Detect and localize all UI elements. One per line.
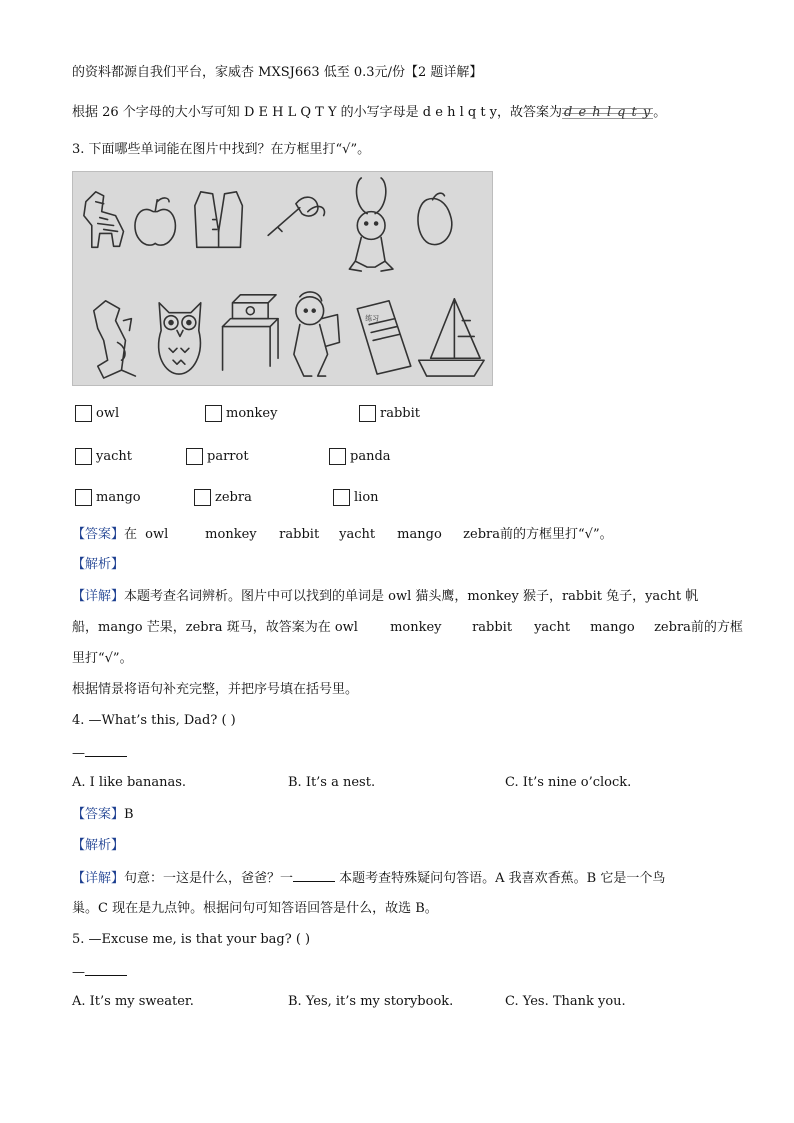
q5-option-b[interactable]: B. Yes, it’s my storybook. [288,994,454,1009]
q3-stem: 3. 下面哪些单词能在图片中找到？在方框里打“√”。 [72,142,371,157]
answer-word: zebra [463,527,501,542]
answer-word: owl [145,527,169,542]
checkbox-monkey[interactable]: monkey [205,405,277,422]
checkbox-box[interactable] [359,405,376,422]
owl-drawing [159,303,201,374]
checkbox-box[interactable] [205,405,222,422]
checkbox-mango[interactable]: mango [75,489,141,506]
q4-stem: 4. —What’s this, Dad? ( ) [72,713,236,728]
q4-option-a[interactable]: A. I like bananas. [72,775,187,790]
q2-explain-suffix: 。 [653,105,667,120]
checkbox-box[interactable] [75,448,92,465]
q3-detail-line2: 船，mango 芒果，zebra 斑马，故答案为在 owl monkey rabbit yacht mango zebra前的方框 [72,620,743,635]
q4-analysis-label: 【解析】 [72,838,125,853]
rabbit-drawing [349,178,393,271]
apple-drawing [135,198,175,245]
q4-reply-line: — [72,744,127,763]
kangaroo-drawing [94,301,136,378]
checkbox-box[interactable] [333,489,350,506]
q5-reply-blank[interactable] [85,963,127,976]
checkbox-zebra[interactable]: zebra [194,489,252,506]
q2-handwriting: d e h l q t y [564,105,652,120]
q4-option-c[interactable]: C. It’s nine o’clock. [505,775,632,790]
q4-detail-blank [293,869,335,882]
checkbox-panda[interactable]: panda [329,448,391,465]
checkbox-rabbit[interactable]: rabbit [359,405,420,422]
checkbox-lion[interactable]: lion [333,489,379,506]
zebra-drawing [84,192,124,247]
checkbox-box[interactable] [186,448,203,465]
answer-word: yacht [339,527,376,542]
vest-drawing [195,192,243,247]
answer-word: monkey [205,527,257,542]
q5-reply-line: — [72,963,127,982]
q3-detail-line1: 【详解】本题考查名词辨析。图片中可以找到的单词是 owl 猫头鹰，monkey 猴子，rabbit 兔子，yacht 帆 [72,589,699,604]
q3-picture [72,171,493,386]
section-instruction: 根据情景将语句补充完整，并把序号填在括号里。 [72,682,359,697]
checkbox-owl[interactable]: owl [75,405,119,422]
q3-answer: 【答案】在 owl monkey rabbit yacht mango zebra前的方框里打“√”。 [72,527,613,542]
checkbox-yacht[interactable]: yacht [75,448,132,465]
q4-reply-blank[interactable] [85,744,127,757]
q5-option-a[interactable]: A. It’s my sweater. [72,994,194,1009]
q2-explanation [72,104,666,122]
q3-detail-line3: 里打“√”。 [72,651,133,666]
q4-detail-line1: 【详解】句意：一这是什么，爸爸？一 本题考查特殊疑问句答语。A 我喜欢香蕉。B 它是一个鸟 [72,871,666,886]
key-drawing [268,197,324,235]
yacht-drawing [419,299,484,376]
checkbox-box[interactable] [329,448,346,465]
checkbox-box[interactable] [194,489,211,506]
checkbox-box[interactable] [75,405,92,422]
q4-answer: 【答案】B [72,807,134,822]
q3-analysis-label: 【解析】 [72,557,125,572]
book-label: 练习 [365,314,380,323]
answer-word: rabbit [279,527,320,542]
q4-detail-line2: 巢。C 现在是九点钟。根据问句可知答语回答是什么，故选 B。 [72,901,438,916]
q2-explain-prefix: 根据 26 个字母的大小写可知 D E H L Q T Y 的小写字母是 d e h l q t y，故答案为 [72,105,563,120]
desk-drawing [223,295,278,370]
header-text: 的资料都源自我们平台，家威杏 MXSJ663 低至 0.3元/份【2 题详解】 [72,65,483,80]
checkbox-parrot[interactable]: parrot [186,448,249,465]
q5-stem: 5. —Excuse me, is that your bag? ( ) [72,932,311,947]
book-drawing [357,301,410,374]
mango-drawing [418,193,452,244]
answer-word: mango [397,527,442,542]
q4-option-b[interactable]: B. It’s a nest. [288,775,376,790]
checkbox-box[interactable] [75,489,92,506]
monkey-drawing [294,292,340,376]
q5-option-c[interactable]: C. Yes. Thank you. [505,994,626,1009]
